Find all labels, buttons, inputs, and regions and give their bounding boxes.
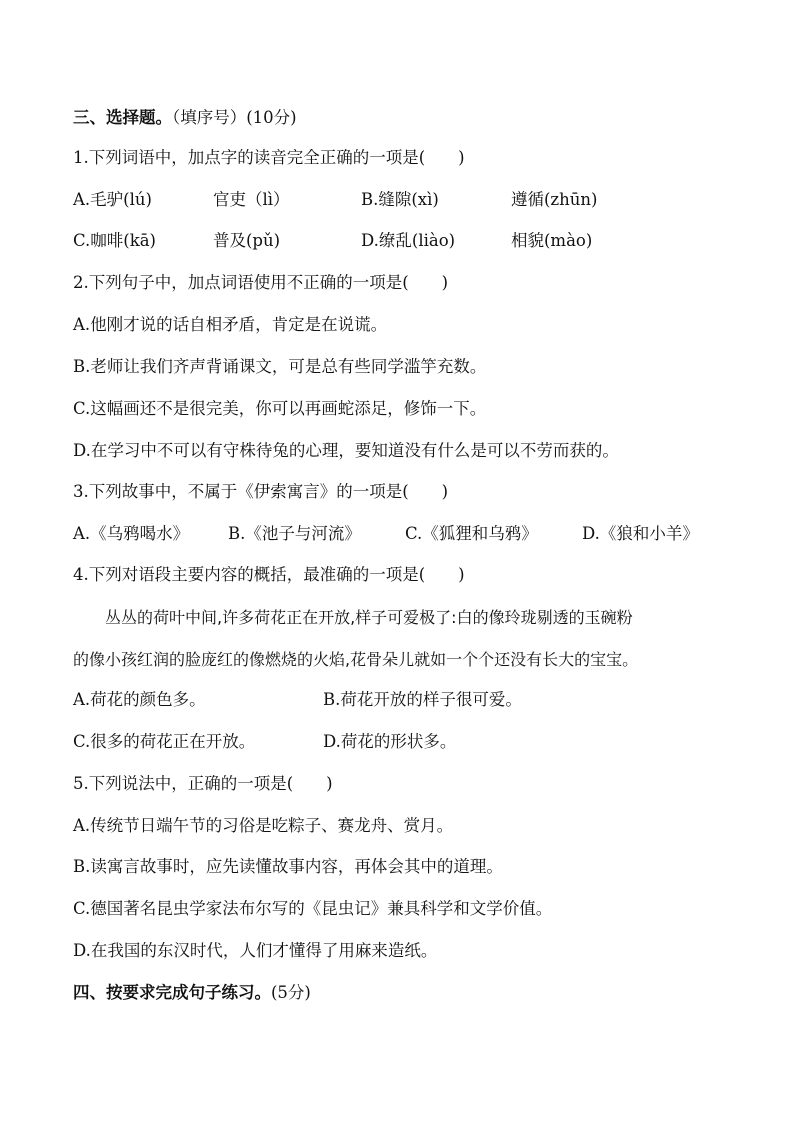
section3-score: （填序号）(10分)	[172, 108, 297, 127]
section3-title: 三、选择题。	[73, 108, 172, 127]
q4-option-c: C.很多的荷花正在开放。	[73, 732, 256, 751]
q3-stem: 3.下列故事中，不属于《伊索寓言》的一项是( )	[73, 482, 449, 501]
q1-option-a2: 官吏（lì）	[213, 190, 290, 209]
q3-option-b: B.《池子与河流》	[228, 524, 361, 543]
q2-option-b: B.老师让我们齐声背诵课文，可是总有些同学滥竽充数。	[73, 357, 487, 376]
q4-option-a: A.荷花的颜色多。	[73, 690, 206, 709]
q2-option-d: D.在学习中不可以有守株待兔的心理，要知道没有什么是可以不劳而获的。	[73, 441, 619, 460]
q5-option-a: A.传统节日端午节的习俗是吃粽子、赛龙舟、赏月。	[73, 816, 454, 835]
q4-passage-line2: 的像小孩红润的脸庞红的像燃烧的火焰,花骨朵儿就如一个个还没有长大的宝宝。	[73, 650, 639, 669]
q1-option-c2: 普及(pǔ)	[213, 231, 281, 250]
q4-option-b: B.荷花开放的样子很可爱。	[323, 690, 522, 709]
q5-option-c: C.德国著名昆虫学家法布尔写的《昆虫记》兼具科学和文学价值。	[73, 899, 553, 918]
q1-option-b2: 遵循(zhūn)	[511, 190, 598, 209]
q2-option-c: C.这幅画还不是很完美，你可以再画蛇添足，修饰一下。	[73, 399, 487, 418]
q1-options-row2	[73, 230, 733, 252]
q3-options	[73, 523, 733, 545]
q5-option-d: D.在我国的东汉时代，人们才懂得了用麻来造纸。	[73, 941, 438, 960]
q4-options-row2	[73, 731, 733, 753]
q1-stem: 1.下列词语中，加点字的读音完全正确的一项是( )	[73, 148, 465, 167]
q1-option-d1: D.缭乱(liào)	[361, 231, 456, 250]
q1-option-a1: A.毛驴(lú)	[73, 190, 152, 209]
q1-option-d2: 相貌(mào)	[511, 231, 593, 250]
q2-option-a: A.他刚才说的话自相矛盾，肯定是在说谎。	[73, 315, 388, 334]
q4-option-d: D.荷花的形状多。	[323, 732, 457, 751]
q4-options-row1	[73, 689, 733, 711]
q1-option-b1: B.缝隙(xì)	[361, 190, 439, 209]
q5-option-b: B.读寓言故事时，应先读懂故事内容，再体会其中的道理。	[73, 857, 503, 876]
section4-title: 四、按要求完成句子练习。	[73, 983, 271, 1002]
section4-heading	[73, 982, 311, 1004]
section4-score: (5分)	[271, 983, 311, 1002]
q2-stem: 2.下列句子中，加点词语使用不正确的一项是( )	[73, 273, 449, 292]
q4-passage-line1: 丛丛的荷叶中间,许多荷花正在开放,样子可爱极了:白的像玲珑剔透的玉碗粉	[73, 608, 633, 627]
section3-heading	[73, 107, 297, 129]
q3-option-d: D.《狼和小羊》	[582, 524, 699, 543]
q5-stem: 5.下列说法中，正确的一项是( )	[73, 774, 333, 793]
q1-options-row1	[73, 189, 733, 211]
q1-option-c1: C.咖啡(kā)	[73, 231, 156, 250]
q3-option-c: C.《狐狸和乌鸦》	[405, 524, 538, 543]
q3-option-a: A.《乌鸦喝水》	[73, 524, 190, 543]
q4-stem: 4.下列对语段主要内容的概括，最准确的一项是( )	[73, 565, 465, 584]
